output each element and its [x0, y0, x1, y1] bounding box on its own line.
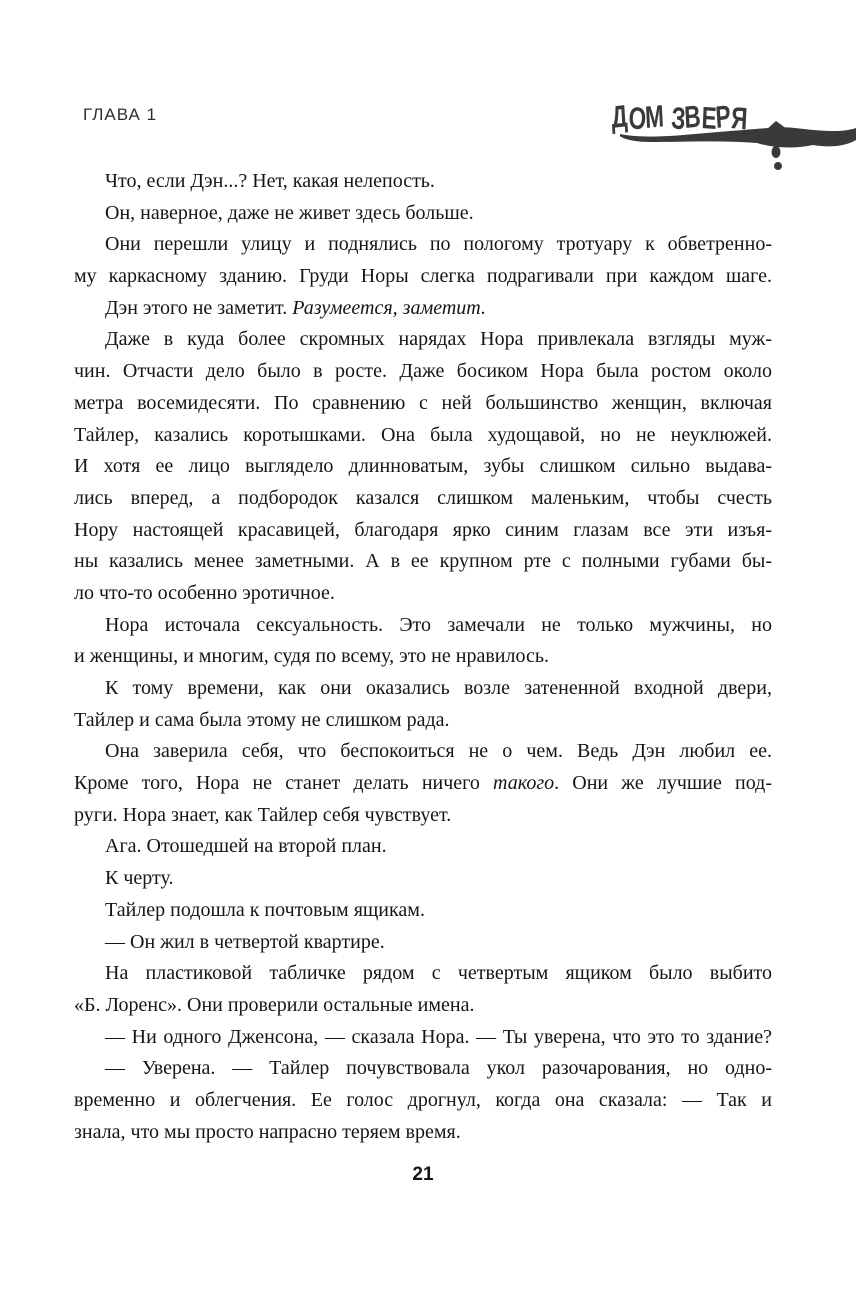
text-line — [74, 610, 772, 642]
text-line — [74, 673, 772, 705]
text-line — [74, 166, 772, 198]
text-run: му каркасному зданию. Груди Норы слегка подрагивали при каждом шаге. — [74, 265, 772, 288]
text-run: И хотя ее лицо выглядело длинноватым, зубы слишком сильно выдава- — [74, 455, 772, 478]
text-line — [74, 1022, 772, 1054]
text-line — [74, 927, 772, 959]
italic-text-run: Разумеется, заметит. — [292, 296, 486, 319]
text-line — [74, 831, 772, 863]
text-run: знала, что мы просто напрасно теряем время. — [74, 1120, 461, 1143]
brush-spike-icon — [766, 121, 787, 130]
text-run: лись вперед, а подбородок казался слишком маленьким, чтобы счесть — [74, 486, 772, 509]
ink-drip-dot-icon — [774, 162, 782, 170]
chapter-header: ГЛАВА 1 — [83, 105, 158, 124]
text-line — [74, 356, 772, 388]
text-run: ны казались менее заметными. А в ее крупном рте с полными губами бы- — [74, 550, 772, 573]
text-run: Тайлер и сама была этому не слишком рада. — [74, 708, 450, 731]
text-line — [74, 483, 772, 515]
text-line — [74, 388, 772, 420]
text-line — [74, 451, 772, 483]
text-line — [74, 578, 772, 610]
text-run: чин. Отчасти дело было в росте. Даже босиком Нора была ростом около — [74, 360, 772, 383]
text-line — [74, 229, 772, 261]
text-run: — Ни одного Дженсона, — сказала Нора. — Ты уверена, что это то здание? — [105, 1025, 772, 1048]
text-run: и женщины, и многим, судя по всему, это не нравилось. — [74, 645, 549, 668]
text-run: временно и облегчения. Ее голос дрогнул, когда она сказала: — Так и — [74, 1088, 772, 1111]
text-run: . Они же лучшие под- — [554, 772, 772, 795]
text-line — [74, 641, 772, 673]
text-line — [74, 546, 772, 578]
ink-drip-icon — [772, 146, 781, 158]
text-run: Она заверила себя, что беспокоиться не о чем. Ведь Дэн любил ее. — [105, 740, 772, 763]
page-body — [74, 166, 772, 1148]
text-line — [74, 990, 772, 1022]
text-line — [74, 958, 772, 990]
text-line — [74, 1085, 772, 1117]
text-line — [74, 768, 772, 800]
text-run: — Он жил в четвертой квартире. — [105, 930, 385, 953]
text-line — [74, 198, 772, 230]
text-run: Тайлер, казались коротышками. Она была худощавой, но не неуклюжей. — [74, 423, 772, 446]
text-line — [74, 736, 772, 768]
text-line — [74, 261, 772, 293]
text-run: Нора источала сексуальность. Это замечали не только мужчины, но — [105, 613, 772, 636]
text-run: Что, если Дэн...? Нет, какая нелепость. — [105, 170, 435, 192]
text-run: Даже в куда более скромных нарядах Нора привлекала взгляды муж- — [105, 328, 772, 351]
text-line — [74, 515, 772, 547]
text-run: К тому времени, как они оказались возле затененной входной двери, — [105, 677, 772, 699]
text-run: Они перешли улицу и поднялись по пологому тротуару к обветренно- — [105, 233, 772, 256]
text-run: Нору настоящей красавицей, благодаря ярко синим глазам все эти изъя- — [74, 518, 772, 541]
italic-text-run: такого — [493, 772, 555, 795]
text-line — [74, 895, 772, 927]
text-run: ло что-то особенно эротичное. — [74, 581, 335, 604]
text-run: Дэн этого не заметит. — [105, 296, 293, 319]
logo-title-text: ДОМ ЗВЕРЯ — [609, 98, 755, 137]
text-line — [74, 705, 772, 737]
text-line — [74, 420, 772, 452]
text-run: Кроме того, Нора не станет делать ничего — [74, 772, 494, 795]
text-run: На пластиковой табличке рядом с четвертым ящиком было выбито — [105, 962, 772, 985]
text-line — [74, 1053, 772, 1085]
text-line — [74, 863, 772, 895]
text-run: «Б. Лоренс». Они проверили остальные имена. — [74, 993, 475, 1016]
text-run: метра восемидесяти. По сравнению с ней большинство женщин, включая — [74, 391, 772, 414]
text-line — [74, 293, 772, 325]
page-number: 21 — [412, 1164, 434, 1185]
text-line — [74, 800, 772, 832]
text-run: Тайлер подошла к почтовым ящикам. — [105, 898, 425, 921]
text-run: руги. Нора знает, как Тайлер себя чувствует. — [74, 803, 452, 826]
text-run: Он, наверное, даже не живет здесь больше. — [105, 201, 474, 224]
text-line — [74, 1117, 772, 1149]
text-run: — Уверена. — Тайлер почувствовала укол разочарования, но одно- — [105, 1057, 772, 1080]
text-line — [74, 324, 772, 356]
text-run: Ага. Отошедшей на второй план. — [105, 835, 387, 858]
text-run: К черту. — [105, 867, 174, 890]
